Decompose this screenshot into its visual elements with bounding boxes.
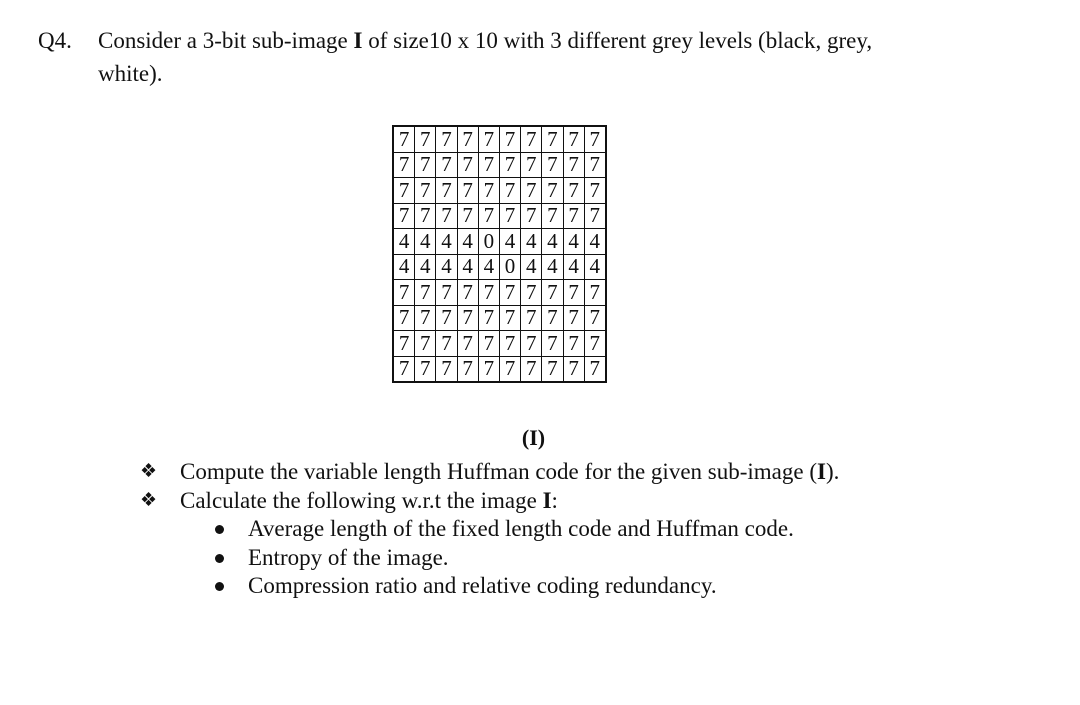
matrix-cell: 7 [415,203,436,229]
matrix-cell: 7 [499,126,520,152]
matrix-cell: 7 [563,178,584,204]
matrix-cell: 7 [415,356,436,382]
subtask-item [205,544,794,573]
matrix-cell: 4 [436,229,457,255]
image-matrix [392,125,607,383]
matrix-cell: 4 [563,254,584,280]
matrix-cell: 4 [542,229,563,255]
matrix-cell: 7 [393,152,415,178]
matrix-cell: 7 [457,178,478,204]
matrix-cell: 4 [563,229,584,255]
matrix-cell: 7 [521,126,542,152]
matrix-cell: 7 [499,203,520,229]
question-text-line2: white). [98,61,163,86]
matrix-cell: 7 [521,203,542,229]
bullet-dot-icon [215,582,224,591]
matrix-cell: 7 [521,280,542,306]
matrix-cell: 7 [563,356,584,382]
matrix-cell: 7 [542,126,563,152]
subtask-text: Entropy of the image. [248,544,449,570]
task-text-end: : [551,488,558,513]
subtask-text: Compression ratio and relative coding redundancy. [248,573,717,598]
matrix-cell: 7 [584,356,606,382]
bullet-dot-icon [215,554,224,563]
matrix-cell: 7 [457,305,478,331]
task-bold-symbol: I [817,459,826,484]
diamond-bullet-icon: ❖ [140,490,158,511]
matrix-cell: 7 [457,152,478,178]
matrix-cell: 7 [499,331,520,357]
matrix-cell: 7 [393,305,415,331]
matrix-row [393,203,606,229]
matrix-cell: 4 [584,229,606,255]
matrix-cell: 7 [521,356,542,382]
question-text [98,24,998,90]
matrix-cell: 7 [393,280,415,306]
matrix-cell: 7 [584,178,606,204]
matrix-cell: 7 [436,152,457,178]
matrix-cell: 7 [436,305,457,331]
matrix-cell: 7 [436,356,457,382]
matrix-cell: 4 [393,229,415,255]
matrix-cell: 7 [478,152,499,178]
matrix-row [393,305,606,331]
matrix-cell: 7 [542,280,563,306]
matrix-cell: 4 [457,254,478,280]
matrix-cell: 7 [415,152,436,178]
matrix-row [393,356,606,382]
matrix-cell: 7 [563,152,584,178]
matrix-row [393,229,606,255]
matrix-cell: 7 [393,203,415,229]
matrix-cell: 7 [415,178,436,204]
matrix-cell: 7 [542,203,563,229]
task-list [140,457,839,515]
matrix-cell: 7 [415,305,436,331]
task-text: Calculate the following w.r.t the image [180,488,543,513]
matrix-cell: 7 [584,305,606,331]
matrix-cell: 7 [499,356,520,382]
matrix-cell: 7 [521,305,542,331]
subtask-item [205,572,794,601]
matrix-cell: 7 [457,356,478,382]
matrix-cell: 7 [478,280,499,306]
matrix-cell: 7 [563,126,584,152]
subtask-text: Average length of the fixed length code and Huffman code. [248,516,794,541]
matrix-cell: 7 [563,203,584,229]
matrix-cell: 7 [499,280,520,306]
task-item [140,457,839,486]
matrix-cell: 7 [478,178,499,204]
matrix-cell: 7 [415,331,436,357]
matrix-cell: 7 [393,356,415,382]
matrix-cell: 4 [436,254,457,280]
matrix-cell: 4 [457,229,478,255]
bullet-dot-icon [215,525,224,534]
matrix-cell: 4 [415,254,436,280]
matrix-cell: 7 [393,178,415,204]
matrix-cell: 4 [584,254,606,280]
task-text: Compute the variable length Huffman code for the given sub-image ( [180,459,817,484]
matrix-cell: 7 [457,331,478,357]
matrix-cell: 7 [542,152,563,178]
matrix-row [393,126,606,152]
matrix-cell: 7 [436,203,457,229]
question-text-start: Consider a 3-bit sub-image [98,28,354,53]
matrix-cell: 7 [542,305,563,331]
matrix-cell: 7 [584,203,606,229]
matrix-cell: 7 [436,178,457,204]
matrix-cell: 7 [457,280,478,306]
matrix-cell: 7 [393,331,415,357]
matrix-cell: 4 [542,254,563,280]
matrix-cell: 7 [542,331,563,357]
question-text-end: of size10 x 10 with 3 different grey levels (black, grey, [362,28,873,53]
matrix-row [393,280,606,306]
image-symbol: I [353,28,363,53]
matrix-cell: 4 [521,229,542,255]
matrix-cell: 7 [521,152,542,178]
matrix-cell: 7 [478,305,499,331]
matrix-row [393,331,606,357]
matrix-cell: 7 [415,280,436,306]
matrix-row [393,152,606,178]
matrix-cell: 4 [415,229,436,255]
matrix-cell: 4 [478,254,499,280]
matrix-cell: 4 [393,254,415,280]
matrix-cell: 7 [584,331,606,357]
matrix-cell: 7 [542,356,563,382]
task-bold-symbol: I [542,488,552,513]
matrix-cell: 7 [499,152,520,178]
matrix-cell: 7 [563,305,584,331]
matrix-cell: 0 [499,254,520,280]
matrix-cell: 7 [563,331,584,357]
matrix-cell: 7 [478,126,499,152]
matrix-cell: 7 [415,126,436,152]
matrix-row [393,178,606,204]
question-number: Q4. [38,28,72,53]
matrix-cell: 7 [563,280,584,306]
matrix-cell: 0 [478,229,499,255]
subtask-list [205,515,794,601]
matrix-cell: 7 [393,126,415,152]
matrix-cell: 7 [521,178,542,204]
matrix-cell: 7 [436,126,457,152]
task-item [140,486,839,515]
matrix-cell: 7 [499,305,520,331]
subtask-item [205,515,794,544]
matrix-cell: 4 [521,254,542,280]
matrix-caption: (I) [521,425,546,450]
matrix-cell: 4 [499,229,520,255]
matrix-cell: 7 [542,178,563,204]
matrix-cell: 7 [584,126,606,152]
matrix-cell: 7 [478,203,499,229]
matrix-cell: 7 [478,356,499,382]
matrix-cell: 7 [499,178,520,204]
matrix-cell: 7 [457,126,478,152]
matrix-cell: 7 [436,280,457,306]
matrix-cell: 7 [584,152,606,178]
diamond-bullet-icon: ❖ [140,461,158,482]
matrix-cell: 7 [457,203,478,229]
matrix-cell: 7 [521,331,542,357]
matrix-cell: 7 [478,331,499,357]
matrix-cell: 7 [436,331,457,357]
task-text-end: ). [825,459,840,484]
matrix-row [393,254,606,280]
matrix-cell: 7 [584,280,606,306]
